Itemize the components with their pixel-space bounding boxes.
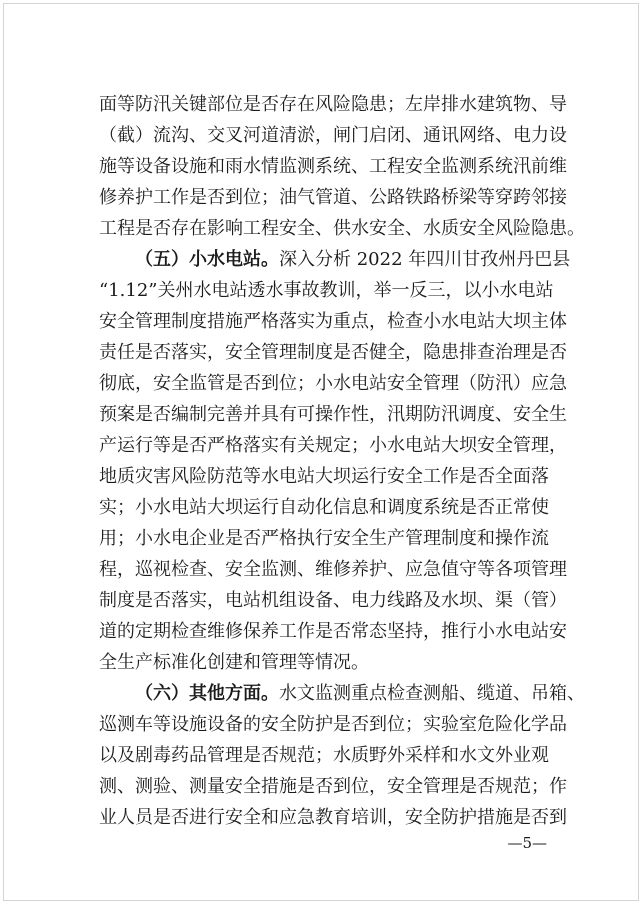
section-6-first-line-text: 水文监测重点检查测船、缆道、吊箱、 [279, 683, 585, 704]
text-line: 程，巡视检查、安全监测、维修养护、应急值守等各项管理 [99, 559, 567, 580]
text-line: 道的定期检查维修保养工作是否常态坚持，推行小水电站安 [99, 621, 567, 642]
text-line: 全生产标准化创建和管理等情况。 [99, 652, 369, 673]
text-line: 用；小水电企业是否严格执行安全生产管理制度和操作流 [99, 528, 549, 549]
text-line: “1.12”关州水电站透水事故教训，举一反三，以小水电站 [99, 280, 554, 301]
section-5-heading: （五）小水电站。 [135, 249, 279, 270]
section-6-first-line [135, 679, 585, 709]
text-line: 修养护工作是否到位；油气管道、公路铁路桥梁等穿跨邻接 [99, 187, 567, 208]
text-line: （截）流沟、交叉河道清淤，闸门启闭、通讯网络、电力设 [99, 125, 567, 146]
text-line: 地质灾害风险防范等水电站大坝运行安全工作是否全面落 [99, 466, 549, 487]
text-line: 产运行等是否严格落实有关规定；小水电站大坝安全管理， [99, 435, 567, 456]
text-line: 巡测车等设施设备的安全防护是否到位；实验室危险化学品 [99, 714, 567, 735]
text-line: 面等防汛关键部位是否存在风险隐患；左岸排水建筑物、导 [99, 94, 567, 115]
section-5-first-line [135, 245, 571, 275]
text-line: 业人员是否进行安全和应急教育培训，安全防护措施是否到 [99, 807, 567, 828]
text-line: 制度是否落实，电站机组设备、电力线路及水坝、渠（管） [99, 590, 567, 611]
document-page [3, 3, 639, 901]
text-line: 安全管理制度措施严格落实为重点，检查小水电站大坝主体 [99, 311, 567, 332]
text-line: 工程是否存在影响工程安全、供水安全、水质安全风险隐患。 [99, 218, 585, 239]
text-line: 测、测验、测量安全措施是否到位，安全管理是否规范；作 [99, 776, 567, 797]
text-line: 施等设备设施和雨水情监测系统、工程安全监测系统汛前维 [99, 156, 567, 177]
page-number: —5— [507, 834, 547, 852]
text-line: 实；小水电站大坝运行自动化信息和调度系统是否正常使 [99, 497, 549, 518]
section-6-heading: （六）其他方面。 [135, 683, 279, 704]
text-line: 以及剧毒药品管理是否规范；水质野外采样和水文外业观 [99, 745, 549, 766]
text-line: 预案是否编制完善并具有可操作性，汛期防汛调度、安全生 [99, 404, 567, 425]
text-line: 责任是否落实，安全管理制度是否健全，隐患排查治理是否 [99, 342, 567, 363]
text-line: 彻底，安全监管是否到位；小水电站安全管理（防汛）应急 [99, 373, 567, 394]
section-5-first-line-text: 深入分析 2022 年四川甘孜州丹巴县 [279, 249, 571, 270]
